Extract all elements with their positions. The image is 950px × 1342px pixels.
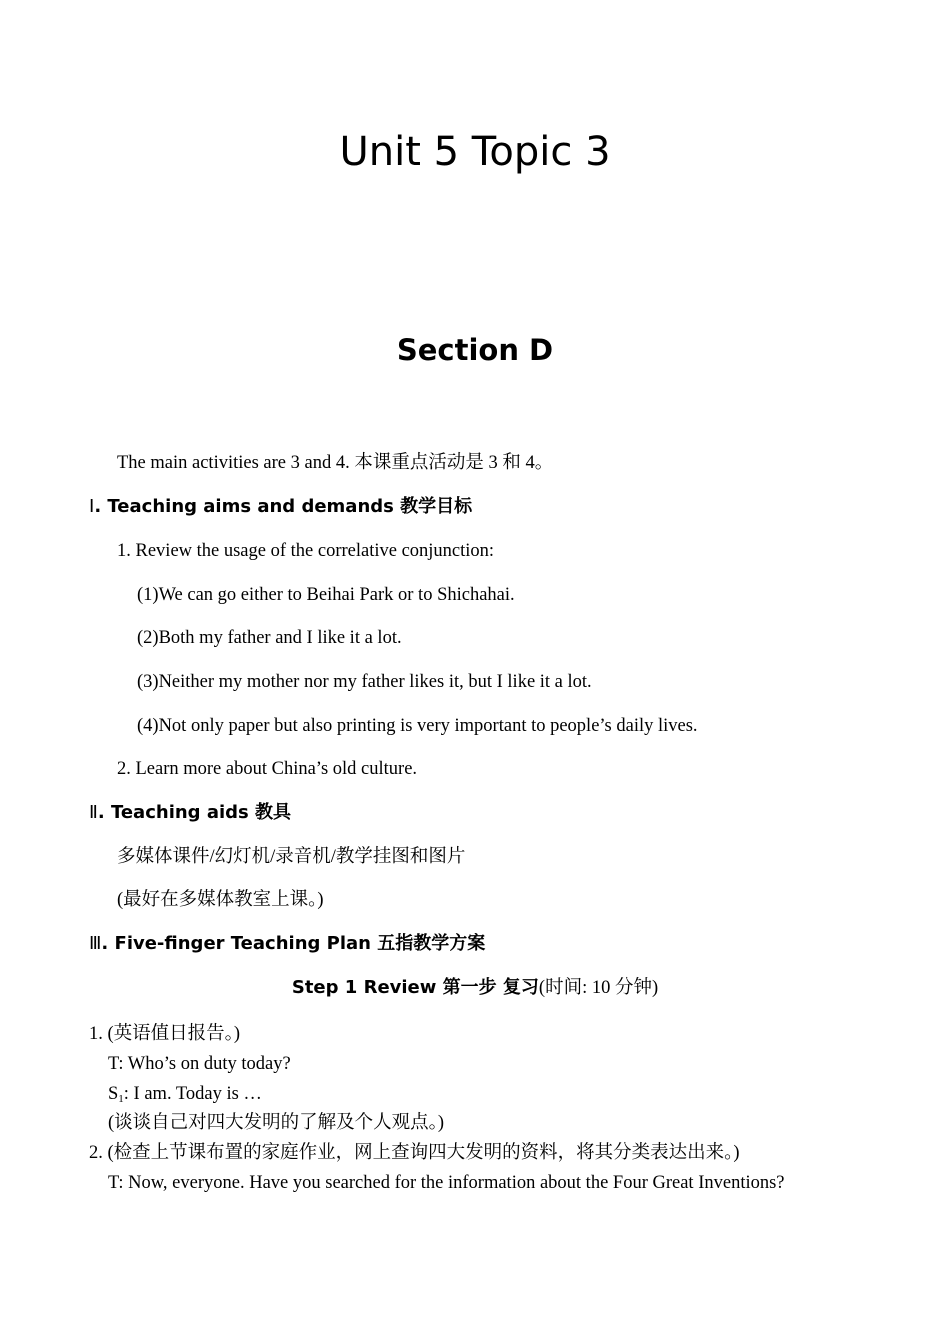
example-4: (4)Not only paper but also printing is very important to people’s daily lives. (137, 716, 698, 736)
document-title: Unit 5 Topic 3 (339, 129, 611, 175)
part2-heading (89, 801, 291, 825)
section-title: Section D (396, 333, 554, 367)
aim-item-1: 1. Review the usage of the correlative conjunction: (117, 541, 495, 561)
example-3: (3)Neither my mother nor my father likes it, but I like it a lot. (137, 672, 592, 692)
aids-line-2: (最好在多媒体教室上课。) (117, 890, 324, 910)
body-line-2: T: Who’s on duty today? (108, 1054, 291, 1074)
example-2: (2)Both my father and I like it a lot. (137, 628, 402, 648)
body-line-6: T: Now, everyone. Have you searched for the information about the Four Great Inventions? (108, 1173, 785, 1193)
part1-heading-text: . Teaching aims and demands 教学目标 (94, 496, 473, 517)
part2-numeral: Ⅱ (89, 802, 98, 823)
part2-heading-text: . Teaching aids 教具 (97, 802, 292, 823)
part3-heading-text: . Five-finger Teaching Plan 五指教学方案 (101, 933, 486, 954)
step1-heading (0, 976, 950, 1000)
aim-item-2: 2. Learn more about China’s old culture. (117, 759, 418, 779)
example-1: (1)We can go either to Beihai Park or to Shichahai. (137, 585, 515, 605)
part1-heading (89, 495, 472, 519)
speaker-text: : I am. Today is … (123, 1084, 262, 1104)
body-line-4: (谈谈自己对四大发明的了解及个人观点。) (108, 1113, 445, 1133)
step1-time: (时间: 10 分钟) (538, 978, 659, 998)
part1-numeral: Ⅰ (89, 496, 95, 517)
part3-numeral: Ⅲ (89, 933, 102, 954)
step1-title: Step 1 Review 第一步 复习 (291, 977, 539, 998)
body-line-1: 1. (英语值日报告。) (89, 1024, 241, 1044)
body-line-5: 2. (检查上节课布置的家庭作业，网上查询四大发明的资料，将其分类表达出来。) (89, 1143, 740, 1163)
speaker: S (108, 1084, 119, 1104)
speaker-subscript: 1 (118, 1093, 124, 1105)
aids-line-1: 多媒体课件/幻灯机/录音机/教学挂图和图片 (117, 847, 466, 867)
intro-text: The main activities are 3 and 4. 本课重点活动是 3 和 4。 (117, 453, 554, 473)
part3-heading (89, 932, 485, 956)
body-line-3 (108, 1082, 262, 1106)
